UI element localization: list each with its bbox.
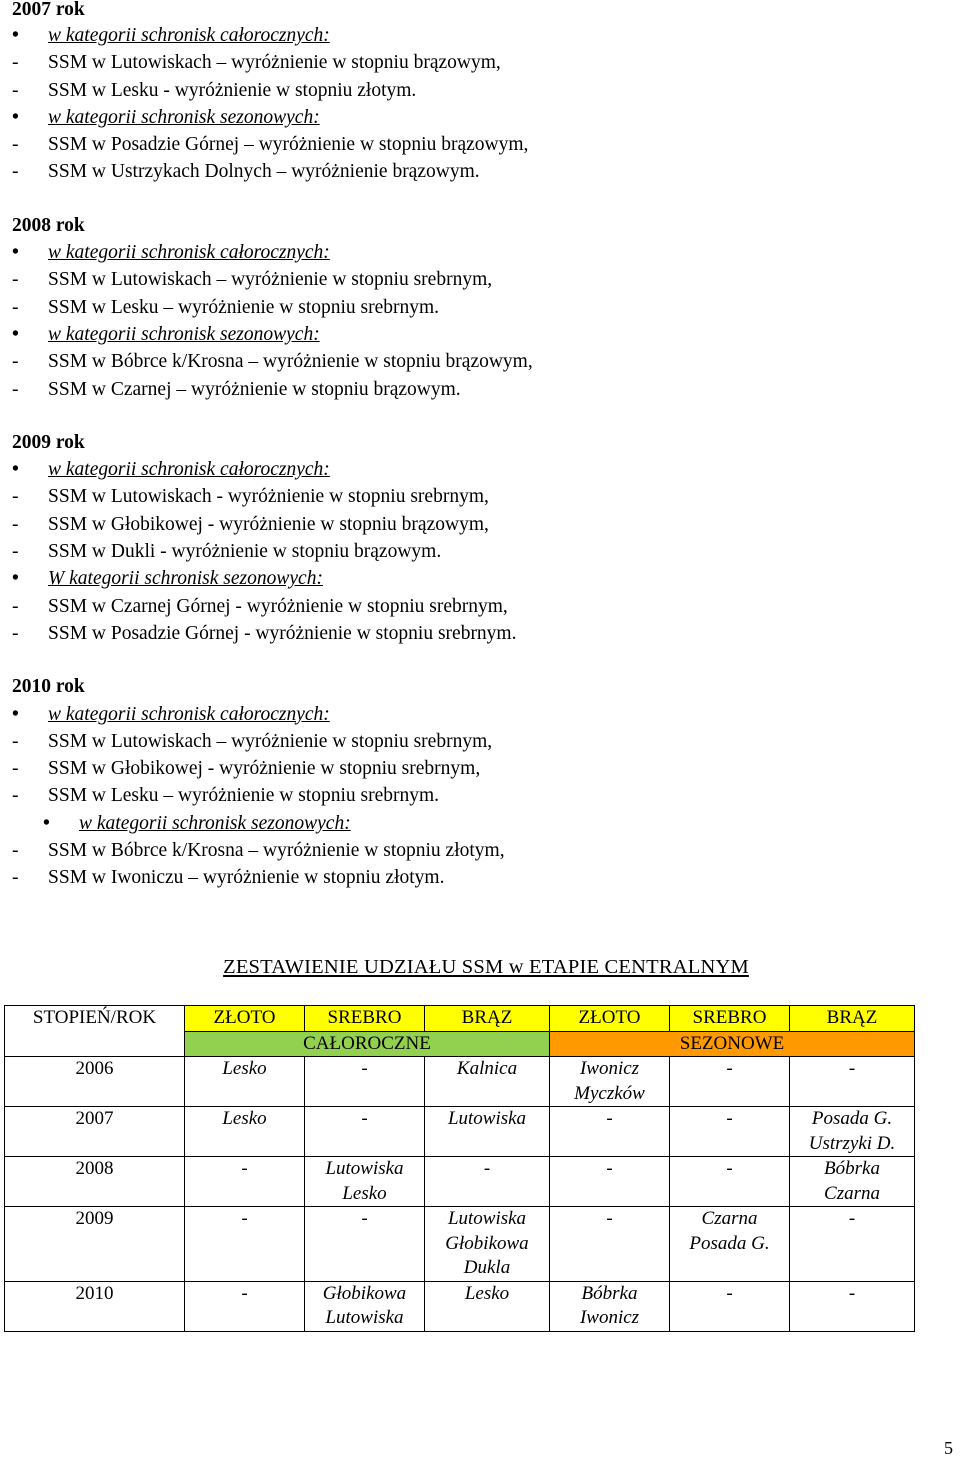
table-cell [790,1057,915,1107]
header-cell: STOPIEŃ/ROK [5,1006,185,1057]
page-number: 5 [944,1438,953,1458]
bullet-icon: • [12,106,19,128]
list-item-text: SSM w Lutowiskach - wyróżnienie w stopniu srebrnym, [48,486,489,508]
bullet-icon: • [12,323,19,345]
cell-entry: - [361,1058,368,1079]
table-cell [305,1057,425,1107]
cell-entry: Lesko [222,1108,267,1129]
category-label: w kategorii schronisk całorocznych: [48,459,330,481]
year-heading: 2010 rok [12,676,85,698]
table-cell [670,1057,790,1107]
dash-marker: - [12,378,19,400]
list-item-text: SSM w Głobikowej - wyróżnienie w stopniu brązowym, [48,513,489,535]
dash-marker: - [12,758,19,780]
list-item-text: SSM w Lesku – wyróżnienie w stopniu srebrnym. [48,785,440,807]
list-item [12,266,942,293]
list-item [12,864,942,891]
cell-entry: - [606,1208,613,1229]
category-heading [12,565,942,592]
list-item-text: SSM w Lesku – wyróżnienie w stopniu srebrnym. [48,296,440,318]
cell-entry: - [606,1158,613,1179]
cell-entry: Kalnica [456,1058,518,1079]
dash-marker: - [12,730,19,752]
dash-marker: - [12,541,19,563]
table-cell [425,1107,550,1157]
category-heading [12,22,942,49]
bullet-icon: • [12,242,19,264]
list-item-text: SSM w Dukli - wyróżnienie w stopniu brązowym. [48,541,442,563]
cell-entry: Lesko [464,1282,510,1304]
list-item [12,837,942,864]
table-cell [425,1207,550,1282]
list-item [12,782,942,809]
table-cell [550,1107,670,1157]
cell-entry: Lesko [342,1182,387,1204]
cell-entry: Ustrzyki D. [808,1132,896,1154]
group-seasonal: SEZONOWE [550,1031,915,1057]
dash-marker: - [12,269,19,291]
table-cell [185,1057,305,1107]
list-item [12,620,942,647]
year-cell: 2008 [5,1157,185,1207]
table-cell [305,1281,425,1331]
category-label: w kategorii schronisk całorocznych: [48,703,330,725]
table-row [5,1281,915,1331]
cell-entry: Czarna [701,1208,758,1229]
list-item-text: SSM w Głobikowej - wyróżnienie w stopniu srebrnym, [48,758,481,780]
header-cell: ZŁOTO [550,1006,670,1032]
cell-entry: - [726,1282,733,1304]
list-item [12,131,942,158]
table-cell [670,1107,790,1157]
table-row [5,1157,915,1207]
category-heading [12,321,942,348]
cell-entry: Bóbrka [824,1158,880,1179]
category-label: W kategorii schronisk sezonowych: [48,568,323,590]
category-heading [12,104,942,131]
list-item [12,728,942,755]
table-cell [425,1157,550,1207]
table-cell [790,1157,915,1207]
dash-marker: - [12,296,19,318]
cell-entry: Lutowiska [447,1108,527,1129]
cell-entry: Głobikowa [445,1232,529,1254]
year-cell: 2009 [5,1207,185,1282]
year-heading: 2007 rok [12,0,85,20]
header-cell: BRĄZ [425,1006,550,1032]
table-cell [670,1281,790,1331]
table-cell [670,1157,790,1207]
section-spacer [12,647,942,673]
bullet-icon: • [43,812,50,834]
table-cell [305,1157,425,1207]
cell-entry: - [241,1158,248,1179]
cell-entry: - [726,1058,733,1079]
table-cell [550,1057,670,1107]
cell-entry: Iwonicz [579,1307,640,1328]
header-cell: ZŁOTO [185,1006,305,1032]
cell-entry: Posada G. [689,1232,770,1254]
category-label: w kategorii schronisk całorocznych: [48,242,330,264]
list-item [12,483,942,510]
list-item [12,348,942,375]
cell-entry: Czarna [824,1182,880,1204]
table-cell [305,1107,425,1157]
table-cell [790,1207,915,1282]
summary-table [4,1005,915,1332]
dash-marker: - [12,785,19,807]
cell-entry: - [726,1108,733,1129]
bullet-icon: • [12,568,19,590]
table-row [5,1057,915,1107]
table-cell [550,1281,670,1331]
dash-marker: - [12,867,19,889]
year-heading: 2009 rok [12,431,85,453]
list-item-text: SSM w Bóbrce k/Krosna – wyróżnienie w stopniu brązowym, [48,351,533,373]
cell-entry: Lutowiska [447,1208,527,1229]
cell-entry: Lutowiska [325,1307,404,1328]
table-row [5,1107,915,1157]
list-item [12,538,942,565]
bullet-icon: • [12,459,19,481]
list-item-text: SSM w Bóbrce k/Krosna – wyróżnienie w stopniu złotym, [48,840,505,862]
year-heading: 2008 rok [12,214,85,236]
list-item-text: SSM w Czarnej Górnej - wyróżnienie w stopniu srebrnym, [48,595,508,617]
list-item-text: SSM w Posadzie Górnej – wyróżnienie w stopniu brązowym, [48,134,529,156]
list-item [12,294,942,321]
list-item [12,158,942,185]
list-item [12,77,942,104]
cell-entry: Bóbrka [581,1282,638,1304]
category-label: w kategorii schronisk sezonowych: [79,812,351,834]
cell-entry: - [361,1108,368,1129]
dash-marker: - [12,840,19,862]
table-cell [550,1207,670,1282]
table-cell [425,1057,550,1107]
table-cell [670,1207,790,1282]
table-cell [790,1281,915,1331]
table-header-row [5,1006,915,1032]
category-heading [12,701,942,728]
cell-entry: - [241,1282,248,1304]
section-spacer [12,403,942,429]
list-item [12,755,942,782]
bullet-icon: • [12,25,19,46]
list-item-text: SSM w Lesku - wyróżnienie w stopniu złotym. [48,79,417,101]
cell-entry: - [361,1208,368,1229]
list-item-text: SSM w Lutowiskach – wyróżnienie w stopniu srebrnym, [48,730,493,752]
list-item [12,376,942,403]
dash-marker: - [12,622,19,644]
category-heading [12,456,942,483]
cell-entry: Głobikowa [322,1282,407,1304]
dash-marker: - [12,134,19,156]
list-item-text: SSM w Czarnej – wyróżnienie w stopniu brązowym. [48,378,461,400]
list-item-text: SSM w Iwoniczu – wyróżnienie w stopniu złotym. [48,867,445,889]
cell-entry: - [606,1108,613,1129]
table-cell [185,1157,305,1207]
dash-marker: - [12,595,19,617]
cell-entry: - [848,1282,856,1304]
category-label: w kategorii schronisk sezonowych: [48,323,320,345]
table-cell [790,1107,915,1157]
cell-entry: - [241,1208,248,1229]
table-cell [305,1207,425,1282]
summary-title: ZESTAWIENIE UDZIAŁU SSM w ETAPIE CENTRALNYM [223,956,749,978]
dash-marker: - [12,351,19,373]
list-item [12,511,942,538]
cell-entry: Myczków [574,1082,645,1104]
dash-marker: - [12,486,19,508]
dash-marker: - [12,52,19,74]
year-cell: 2010 [5,1281,185,1331]
cell-entry: Iwonicz [579,1058,640,1079]
cell-entry: - [848,1208,856,1229]
group-full-year: CAŁOROCZNE [185,1031,550,1057]
list-item-text: SSM w Ustrzykach Dolnych – wyróżnienie brązowym. [48,161,480,183]
dash-marker: - [12,79,19,101]
list-item-text: SSM w Lutowiskach – wyróżnienie w stopniu srebrnym, [48,269,493,291]
cell-entry: Lesko [222,1058,267,1079]
year-cell: 2007 [5,1107,185,1157]
dash-marker: - [12,161,19,183]
dash-marker: - [12,513,19,535]
list-item [12,49,942,76]
cell-entry: Lutowiska [325,1158,404,1179]
cell-entry: - [848,1058,856,1079]
cell-entry: Posada G. [811,1108,893,1129]
section-spacer [12,186,942,212]
award-list [12,0,942,892]
list-item-text: SSM w Posadzie Górnej - wyróżnienie w stopniu srebrnym. [48,622,517,644]
list-item [12,593,942,620]
header-cell: BRĄZ [790,1006,915,1032]
cell-entry: Dukla [463,1257,511,1278]
cell-entry: - [483,1158,491,1179]
bullet-icon: • [12,703,19,725]
table-cell [550,1157,670,1207]
list-item-text: SSM w Lutowiskach – wyróżnienie w stopniu brązowym, [48,52,501,74]
cell-entry: - [726,1158,733,1179]
category-heading [12,810,942,837]
table-cell [425,1281,550,1331]
table-cell [185,1281,305,1331]
header-cell: SREBRO [670,1006,790,1032]
table-cell [185,1107,305,1157]
year-cell: 2006 [5,1057,185,1107]
header-cell: SREBRO [305,1006,425,1032]
category-label: w kategorii schronisk sezonowych: [48,106,320,128]
table-row [5,1207,915,1282]
category-label: w kategorii schronisk całorocznych: [48,25,330,46]
table-cell [185,1207,305,1282]
category-heading [12,239,942,266]
